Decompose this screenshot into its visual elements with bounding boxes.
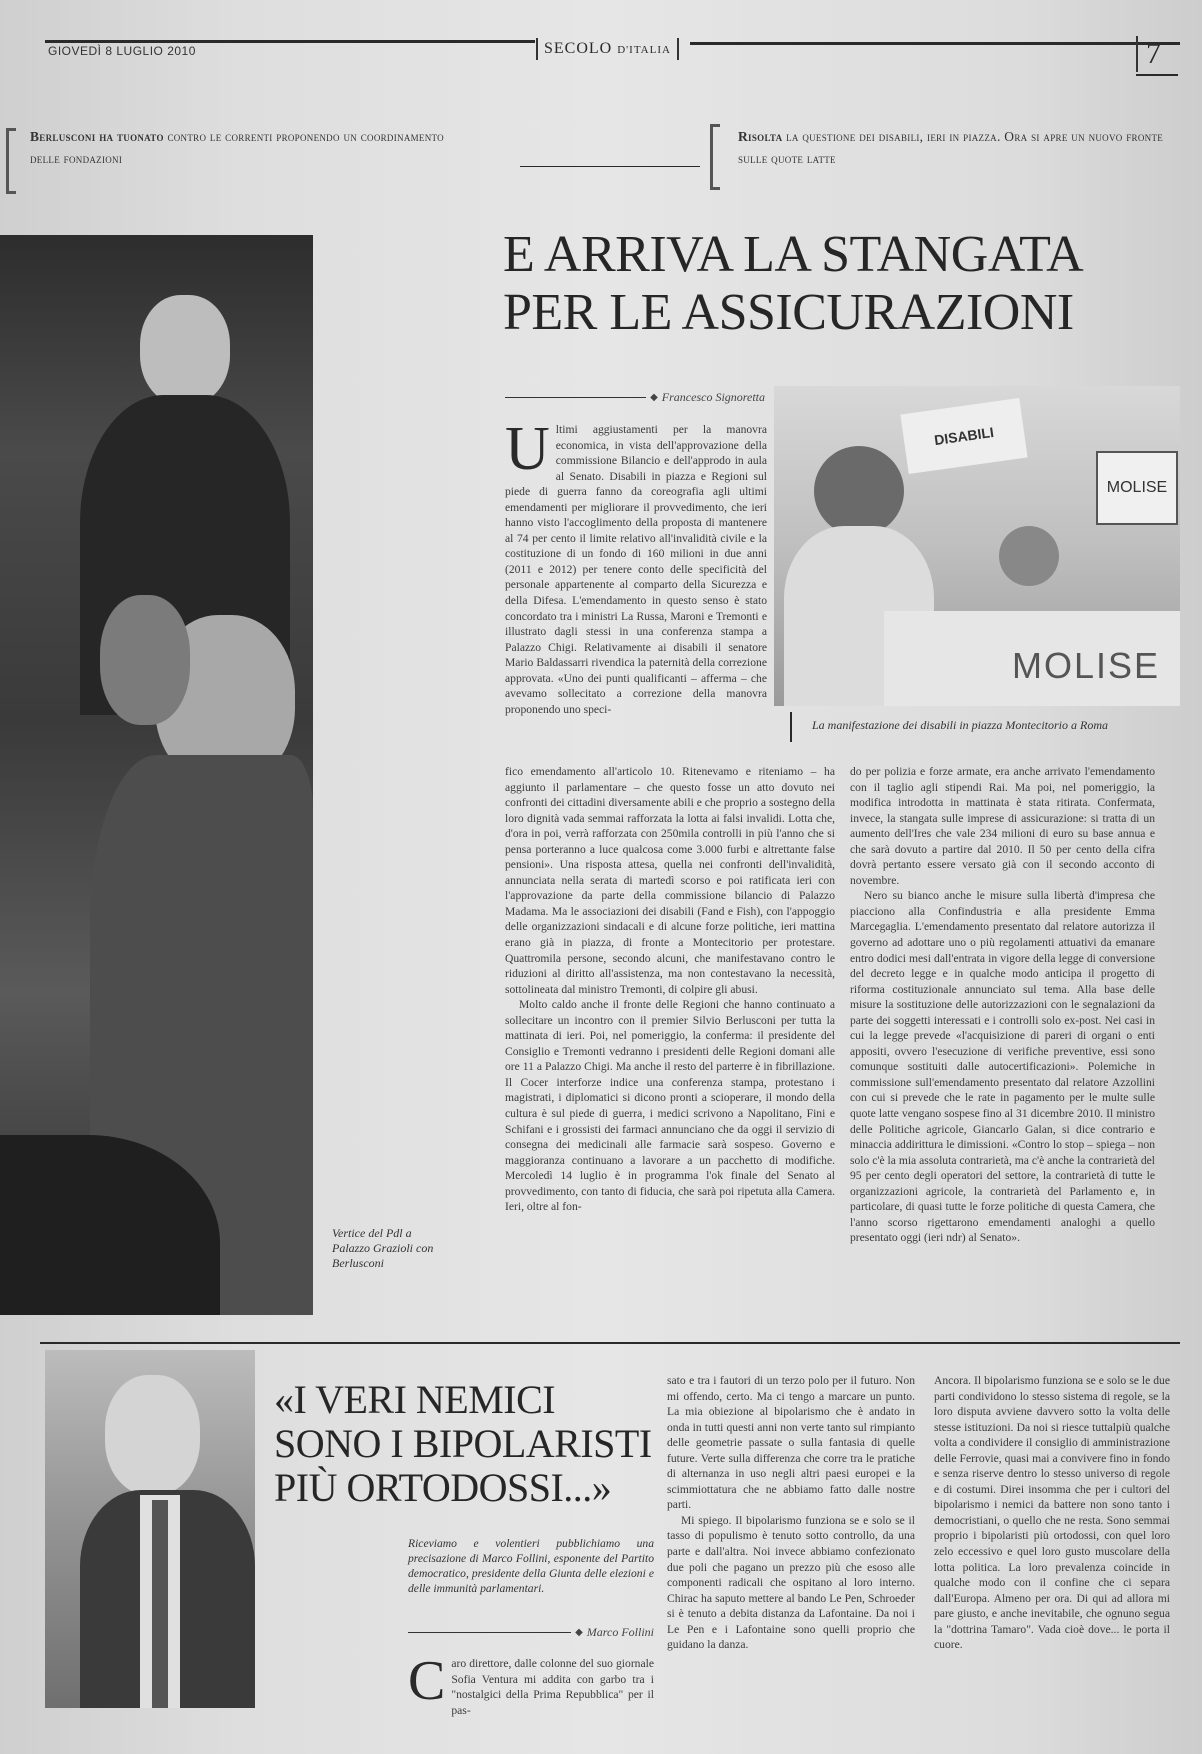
photo-follini-face bbox=[105, 1375, 200, 1495]
second-article-intro: Riceviamo e volentieri pubblichiamo una precisazione di Marco Follini, esponente del Partito democratico, presidente della Giunta delle elezioni e delle immunità parlamentari. bbox=[408, 1537, 654, 1595]
main-byline bbox=[505, 390, 765, 405]
article-paragraph: Ancora. Il bipolarismo funziona se e solo se le due parti condividono lo stesso sistema di regole, se la loro disputa avviene davvero sotto la volta delle stesse istituzioni. Da noi si riesce tuttalpiù qualche volta a condividere il consiglio di amministrazione delle Ferrovie, quasi mai a convivere fino in fondo e senza riserve dentro lo stesso universo di regole e di costumi. Direi insomma che per i cultori del bipolarismo i nemici da battere non sono tanto i democristiani, o quello che ne resta. Sono semmai proprio i bipolaristi più ortodossi, con quel loro zelo eccessivo e quel loro gusto muscolare della lotta politica. La loro prevalenza coincide in qualche modo con il confine che ci separa dall'Europa. Almeno per ora. Di qui ad allora mi pare giusto, e anche inevitabile, che ognuno segua la "dottrina Tamaro". Vada cioè dove... le porta il cuore. bbox=[934, 1374, 1170, 1652]
photo-right-caption-rule bbox=[790, 712, 792, 742]
kicker-right-text: la questione dei disabili, ieri in piazza. Ora si apre un nuovo fronte sulle quote latte bbox=[738, 129, 1164, 166]
diamond-icon: ◆ bbox=[575, 1627, 583, 1638]
second-headline-line2: SONO I BIPOLARISTI bbox=[274, 1421, 652, 1466]
diamond-icon: ◆ bbox=[650, 392, 658, 403]
photo-figure-3 bbox=[100, 595, 190, 725]
second-headline-line3: PIÙ ORTODOSSI...» bbox=[274, 1465, 612, 1510]
kicker-left bbox=[30, 126, 470, 170]
article-paragraph: fico emendamento all'articolo 10. Ritenevamo e riteniamo – ha aggiunto il parlamentare – che questo fosse un atto dovuto nei confronti dei cittadini diversamente abili e che proprio a sostegno della loro dignità vada semmai rafforzata la lotta ai falsi invalidi. Lotta che, d'ora in poi, verrà rafforzata con 250mila controlli in più l'anno che si pensa porteranno a luce qualcosa come 3.000 furbi e altrettante false pensioni». Una risposta attesa, quella nei confronti dell'invalidità, annunciata nella serata di martedì scorso e poi ratificata ieri con l'approvazione da parte della commissione bilancio di Palazzo Madama. Ma le associazioni dei disabili (Fand e Fish), con l'appoggio delle organizzazioni sindacali e di alcune forze politiche, ieri mattina erano già in piazza, di fronte a Montecitorio per protestare. Quattromila persone, secondo alcuni, che manifestavano contro le riduzioni al diritto all'assistenza, ma non contestavano la necessità, sottolineata dal ministro Tremonti, di colpire gli abusi. bbox=[505, 765, 835, 996]
main-article-col1-bottom bbox=[505, 764, 835, 1316]
masthead-small: D'ITALIA bbox=[617, 44, 671, 56]
photo-banner-molise: MOLISE bbox=[884, 611, 1180, 706]
masthead-main: SECOLO bbox=[544, 40, 613, 57]
photo-figure-1 bbox=[140, 295, 230, 405]
article-paragraph: sato e tra i fautori di un terzo polo per il futuro. Non mi offendo, certo. Ma ci tengo a marcare un punto. La mia obiezione al bipolarismo che è andato in onda in tutti questi anni non verte tanto sul rimpianto delle geometrie passate o sulla fantasia di quelle future. Verte sulla differenza che corre tra le pratiche di alternanza in uso negli altri paesi europei e la scimmiottatura che ne abbiamo fatto dalle nostre parti. bbox=[667, 1374, 915, 1512]
second-article-colC bbox=[934, 1373, 1170, 1718]
main-article-col2 bbox=[850, 764, 1155, 1316]
photo-marco-follini bbox=[45, 1350, 255, 1708]
main-headline bbox=[503, 226, 1183, 342]
photo-disabled-protest bbox=[774, 386, 1180, 706]
byline-author: Francesco Signoretta bbox=[661, 390, 765, 404]
second-article-colB bbox=[667, 1373, 915, 1718]
kicker-right-bold: Risolta bbox=[738, 129, 783, 144]
article-paragraph: ltimi aggiustamenti per la manovra economica, in vista dell'approvazione della commissione Bilancio e dell'approdo in aula al Senato. Disabili in piazza e Regioni sul piede di guerra fanno da coreografia agli ultimi emendamenti per migliorare il provvedimento, che ieri hanno visto l'accoglimento della proposta di mantenere al 74 per cento il limite relativo all'invalidità civile e la costituzione di un fondo di 160 milioni in due anni (2011 e 2012) per tenere conto delle specificità del personale appartenente al comparto della Sicurezza e della Difesa. L'emendamento in questo senso è stato concordato tra i ministri La Russa, Maroni e Tremonti e illustrato dagli stessi in una conferenza stampa a Palazzo Chigi. Relativamente ai disabili il senatore Mario Baldassarri rivendica la paternità della correzione approvata. «Uno dei punti qualificanti – afferma – che avevamo sollecitato a correzione della manovra proponendo uno speci- bbox=[505, 423, 767, 716]
article-paragraph: do per polizia e forze armate, era anche arrivato l'emendamento con il taglio agli stipendi Rai. Ma poi, nel pomeriggio, la modifica introdotta in mattinata è stata ritirata. Confermata, invece, la stangata sulle imprese di assicurazione: si tratta di un aumento dell'Ires che vale 234 milioni di euro su base annua e che sarà dovuto a partire dal 2010. Il 50 per cento della cifra dovrà pertanto essere versato già con il secondo acconto di novembre. bbox=[850, 765, 1155, 887]
photo-protester-1 bbox=[814, 446, 904, 536]
article-paragraph: aro direttore, dalle colonne del suo giornale Sofia Ventura mi addita con garbo tra i "nostalgici della Prima Repubblica" per il pas- bbox=[451, 1657, 654, 1717]
masthead bbox=[536, 38, 679, 60]
header-rule-left bbox=[45, 40, 535, 43]
kicker-right-bracket bbox=[710, 124, 720, 190]
page-number: 7 bbox=[1136, 36, 1161, 72]
byline-rule bbox=[408, 1632, 571, 1633]
header-rule-right bbox=[690, 42, 1180, 45]
second-byline bbox=[408, 1625, 654, 1640]
photo-pdl-summit bbox=[0, 235, 313, 1315]
byline-rule bbox=[505, 397, 646, 398]
photo-follini-tie bbox=[152, 1500, 168, 1708]
photo-protester-2 bbox=[999, 526, 1059, 586]
photo-sign-top: DISABILI bbox=[900, 398, 1027, 474]
kicker-left-bold: Berlusconi ha tuonato bbox=[30, 129, 164, 144]
byline-author: Marco Follini bbox=[586, 1625, 654, 1639]
article-paragraph: Mi spiego. Il bipolarismo funziona se e solo se il tasso di populismo è tenuto sotto controllo, da una parte e dall'altra. Noi invece abbiamo confezionato due poli che pagano un prezzo più che esoso alle componenti radicali che ospitano al loro interno. Chirac ha saputo mettere al bando Le Pen, Schroeder si è tenuto a debita distanza da Lafontaine. Da noi i Le Pen e i Lafontaine sono quelli proprio che guidano la danza. bbox=[667, 1513, 915, 1652]
article-paragraph: Nero su bianco anche le misure sulla libertà d'impresa che piacciono alla Confindustria e alla presidente Emma Marcegaglia. L'emendamento presentato dal relatore autorizza il governo ad adottare uno o più regolamenti attuativi da emanare entro dodici mesi dall'entrata in vigore della legge di conversione del decreto legge e in qualche modo anticipa il progetto di riforma costituzionale annunciato sul tema. Alla base delle misure la sostituzione delle autorizzazioni con le segnalazioni da parte dei soggetti interessati e i controlli solo ex-post. Nei casi in cui la legge prevede «l'acquisizione di pareri di organi o enti appositi, ovvero l'esecuzione di verifiche preventive, essi sono comunque sostituiti dalle autocertificazioni». Polemiche in commissione sull'emendamento presentato dal relatore Azzollini con cui si prevede che le rate in pagamento per le multe sulle quote latte vengano sospese fino al 31 dicembre 2010. Il ministro delle Politiche agricole, Giancarlo Galan, si dice contrario e minaccia addirittura le dimissioni. «Contro lo stop – spiega – non solo c'è la mia assoluta contrarietà, ma c'è anche la contrarietà del 95 per cento degli operatori del settore, la contrarietà di tutte le organizzazioni agricole, la contrarietà del Parlamento e, in particolare, di quasi tutte le forze politiche di questa Camera, che l'anno scorso rigettarono emendamenti analoghi a quello presentato oggi (ieri ndr) al Senato». bbox=[850, 889, 1155, 1245]
kicker-separator bbox=[520, 166, 700, 167]
drop-cap: U bbox=[505, 422, 550, 483]
second-headline-line1: «I VERI NEMICI bbox=[274, 1377, 556, 1422]
kicker-right bbox=[738, 126, 1168, 170]
main-article-col1-top bbox=[505, 422, 767, 764]
article-paragraph: Molto caldo anche il fronte delle Regioni che hanno continuato a sollecitare un incontro con il premier Silvio Berlusconi per tutta la mattinata di ieri. Poi, nel pomeriggio, la conferma: il presidente del Consiglio e Tremonti vedranno i presidenti delle Regioni domani alle ore 11 a Palazzo Chigi. Ma anche il resto del parterre è in fibrillazione. Il Cocer interforze indice una conferenza stampa, protestano i magistrati, i diplomatici si dicono pronti a scioperare, il mondo della cultura è sul piede di guerra, i medici scrivono a Napolitano, Fini e Schifani e i grossisti dei farmaci annunciano che da oggi il servizio di consegna dei medicinali alle farmacie sarà sospeso. Governo e maggioranza continuano a lavorare a un pacchetto di modifiche. Mercoledì 14 luglio è in programma l'ok finale del Senato al provvedimento, con tanto di fiducia, che sarà poi ripetuta alla Camera. Ieri, oltre al fon- bbox=[505, 998, 835, 1214]
section-divider bbox=[40, 1342, 1180, 1344]
drop-cap: C bbox=[408, 1656, 446, 1712]
page-number-rule bbox=[1136, 74, 1178, 76]
photo-right-caption: La manifestazione dei disabili in piazza Montecitorio a Roma bbox=[812, 718, 1108, 732]
kicker-left-bracket bbox=[6, 128, 16, 194]
second-article-colA bbox=[408, 1656, 654, 1720]
kicker-left-text: contro le correnti proponendo un coordinamento delle fondazioni bbox=[30, 129, 444, 166]
photo-left-caption: Vertice del Pdl a Palazzo Grazioli con Berlusconi bbox=[332, 1226, 434, 1270]
photo-sign-molise-small: MOLISE bbox=[1096, 451, 1178, 525]
second-headline bbox=[274, 1378, 664, 1510]
issue-date: GIOVEDÌ 8 LUGLIO 2010 bbox=[48, 44, 196, 58]
main-headline-line1: E ARRIVA LA STANGATA bbox=[503, 226, 1084, 283]
main-headline-line2: PER LE ASSICURAZIONI bbox=[503, 284, 1074, 341]
